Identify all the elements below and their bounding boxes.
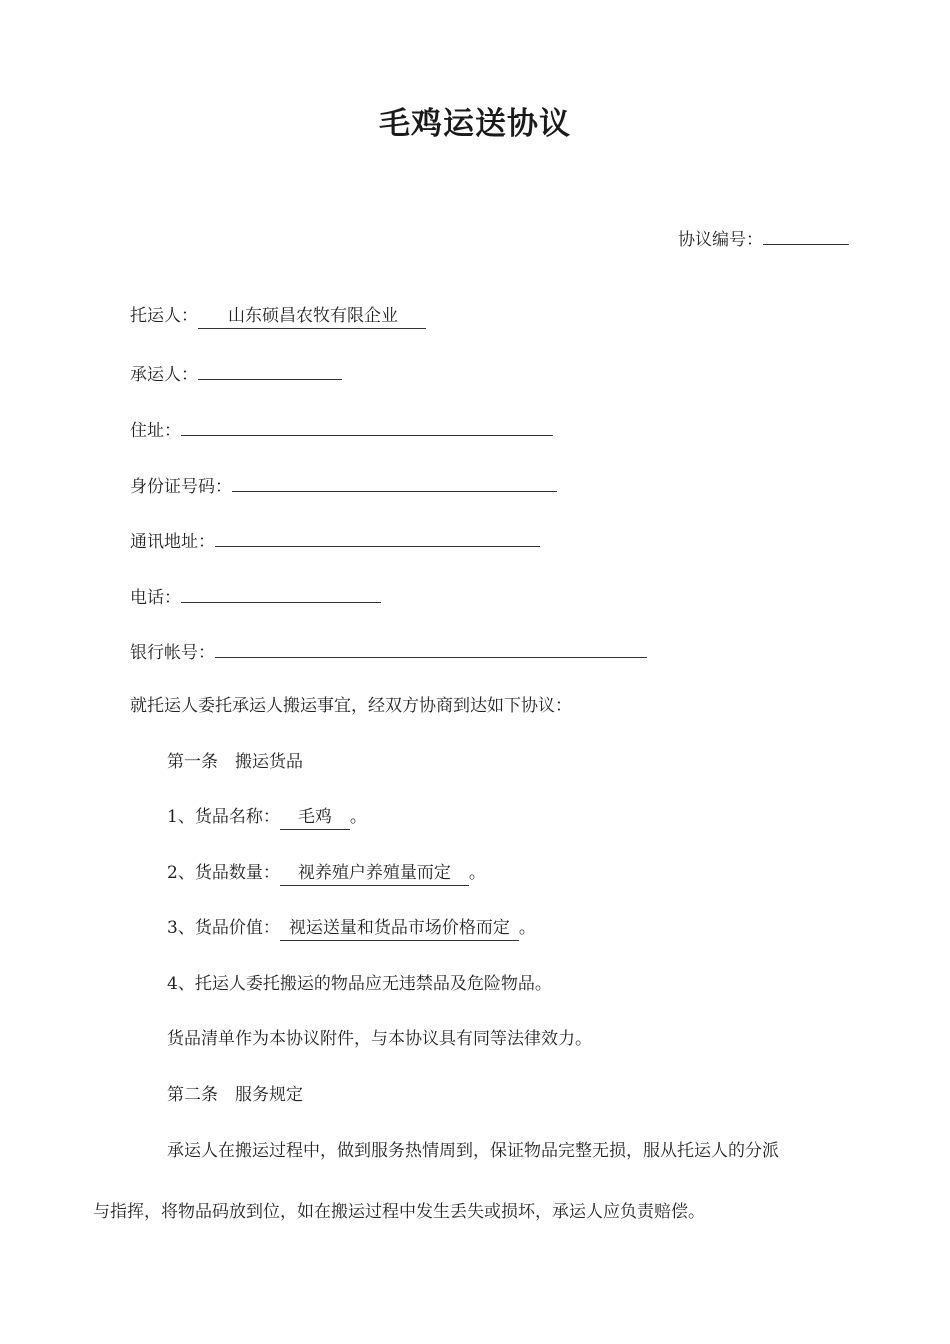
goods-value-label: 3、货品价值： <box>167 918 280 938</box>
bank-account-line <box>130 638 647 665</box>
goods-value-line <box>167 916 536 941</box>
carrier-blank <box>198 360 342 380</box>
goods-quantity-value: 视养殖户养殖量而定 <box>280 862 469 886</box>
goods-name-value: 毛鸡 <box>280 806 350 830</box>
carrier-label: 承运人： <box>130 365 198 385</box>
prohibited-items-clause: 4、托运人委托搬运的物品应无违禁品及危险物品。 <box>167 974 552 994</box>
address-label: 住址： <box>130 421 181 441</box>
agreement-number-line <box>678 225 849 252</box>
address-blank <box>181 416 553 436</box>
bank-account-label: 银行帐号： <box>130 643 215 663</box>
agreement-number-blank <box>763 225 849 245</box>
article-1-heading: 第一条 搬运货品 <box>167 752 303 772</box>
address-line <box>130 416 553 443</box>
shipper-value: 山东硕昌农牧有限企业 <box>198 305 426 329</box>
goods-value-value: 视运送量和货品市场价格而定 <box>280 917 519 941</box>
id-number-line <box>130 472 557 499</box>
mail-address-blank <box>215 527 540 547</box>
goods-list-note: 货品清单作为本协议附件，与本协议具有同等法律效力。 <box>167 1029 592 1049</box>
shipper-line <box>130 304 426 329</box>
goods-quantity-line <box>167 861 486 886</box>
goods-quantity-period: 。 <box>468 863 486 883</box>
bank-account-blank <box>215 638 647 658</box>
article-2-heading: 第二条 服务规定 <box>167 1085 303 1105</box>
intro-paragraph: 就托运人委托承运人搬运事宜，经双方协商到达如下协议： <box>130 696 572 716</box>
goods-name-period: 。 <box>349 807 367 827</box>
goods-quantity-label: 2、货品数量： <box>167 863 280 883</box>
article-2-line-1: 承运人在搬运过程中，做到服务热情周到，保证物品完整无损，服从托运人的分派 <box>167 1141 779 1161</box>
mail-address-label: 通讯地址： <box>130 532 215 552</box>
phone-blank <box>181 583 381 603</box>
agreement-number-label: 协议编号： <box>678 230 763 250</box>
id-number-label: 身份证号码： <box>130 477 232 497</box>
carrier-line <box>130 360 342 387</box>
id-number-blank <box>232 472 557 492</box>
article-2-line-2: 与指挥，将物品码放到位，如在搬运过程中发生丢失或损坏，承运人应负责赔偿。 <box>93 1202 705 1222</box>
mail-address-line <box>130 527 540 554</box>
goods-value-period: 。 <box>518 918 536 938</box>
goods-name-line <box>167 805 367 830</box>
shipper-label: 托运人： <box>130 306 198 326</box>
phone-line <box>130 583 381 610</box>
phone-label: 电话： <box>130 588 181 608</box>
goods-name-label: 1、货品名称： <box>167 807 280 827</box>
document-title: 毛鸡运送协议 <box>379 106 571 142</box>
